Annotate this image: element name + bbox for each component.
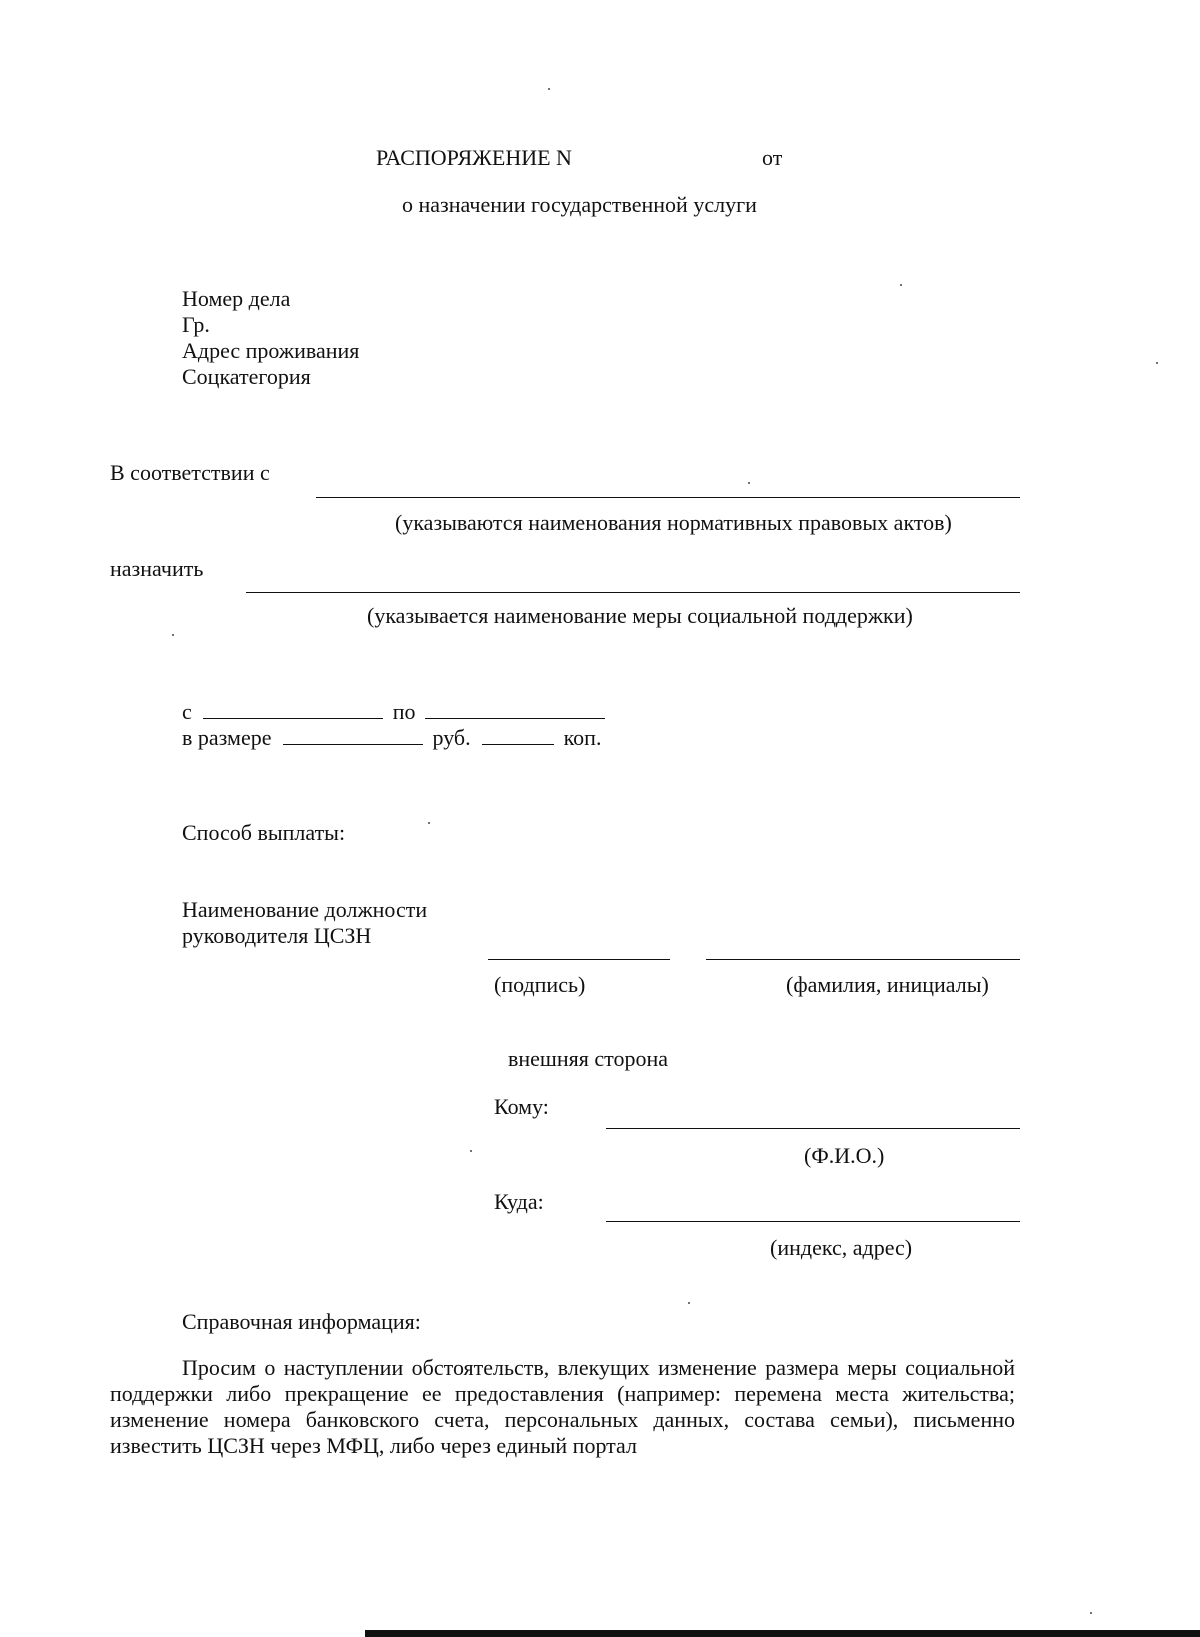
kop-label: коп. — [563, 725, 602, 750]
scan-speck — [748, 482, 750, 484]
where-label: Куда: — [494, 1189, 544, 1214]
scan-speck — [1090, 1612, 1092, 1614]
to-hint: (Ф.И.О.) — [804, 1143, 885, 1168]
assign-hint: (указывается наименование меры социальной поддержки) — [367, 603, 913, 628]
basis-label: В соответствии с — [110, 460, 270, 485]
amount-kop-field[interactable] — [482, 726, 554, 745]
reference-title: Справочная информация: — [182, 1309, 421, 1334]
to-field-line[interactable] — [606, 1128, 1020, 1129]
document-subtitle: о назначении государственной услуги — [402, 192, 757, 217]
basis-field-line[interactable] — [316, 497, 1020, 498]
assign-field-line[interactable] — [246, 592, 1020, 593]
period-to-field[interactable] — [425, 700, 605, 719]
scan-speck — [688, 1302, 690, 1304]
scan-speck — [900, 284, 902, 286]
date-label: от — [762, 145, 783, 170]
where-hint: (индекс, адрес) — [770, 1235, 913, 1260]
name-hint: (фамилия, инициалы) — [786, 972, 989, 997]
reference-paragraph — [110, 1355, 1015, 1459]
to-label: Кому: — [494, 1094, 549, 1119]
document-title: РАСПОРЯЖЕНИЕ N — [376, 145, 572, 170]
scan-speck — [428, 822, 430, 824]
payment-method-label: Способ выплаты: — [182, 820, 346, 845]
signatory-title-line1: Наименование должности — [182, 897, 428, 922]
period-row — [182, 699, 605, 725]
name-field-line[interactable] — [706, 959, 1020, 960]
scan-speck — [548, 88, 550, 90]
case-number-label: Номер дела — [182, 286, 291, 311]
basis-hint: (указываются наименования нормативных правовых актов) — [395, 510, 952, 535]
period-to-label: по — [392, 699, 416, 724]
where-field-line[interactable] — [606, 1221, 1020, 1222]
period-from-field[interactable] — [203, 700, 383, 719]
scan-speck — [1156, 362, 1158, 364]
reference-paragraph-text: Просим о наступлении обстоятельств, влекущих изменение размера меры социальной поддержки либо прекращение ее предоставления (например: перемена места жительства; изменение номера банковского счета, персональных данных, состава семьи), письменно известить ЦСЗН через МФЦ, либо через единый портал — [110, 1355, 1015, 1458]
signatory-title-line2: руководителя ЦСЗН — [182, 923, 372, 948]
scan-speck — [172, 634, 174, 636]
signature-hint: (подпись) — [494, 972, 586, 997]
signature-field-line[interactable] — [488, 959, 670, 960]
period-from-label: с — [182, 699, 192, 724]
social-category-label: Соцкатегория — [182, 364, 311, 389]
citizen-label: Гр. — [182, 312, 210, 337]
outer-side-title: внешняя сторона — [508, 1046, 669, 1071]
scan-speck — [470, 1150, 472, 1152]
address-label: Адрес проживания — [182, 338, 360, 363]
amount-label: в размере — [182, 725, 272, 750]
amount-rub-field[interactable] — [283, 726, 423, 745]
amount-row — [182, 725, 601, 751]
assign-label: назначить — [110, 556, 204, 581]
rub-label: руб. — [432, 725, 471, 750]
scan-edge-bar — [365, 1630, 1200, 1637]
